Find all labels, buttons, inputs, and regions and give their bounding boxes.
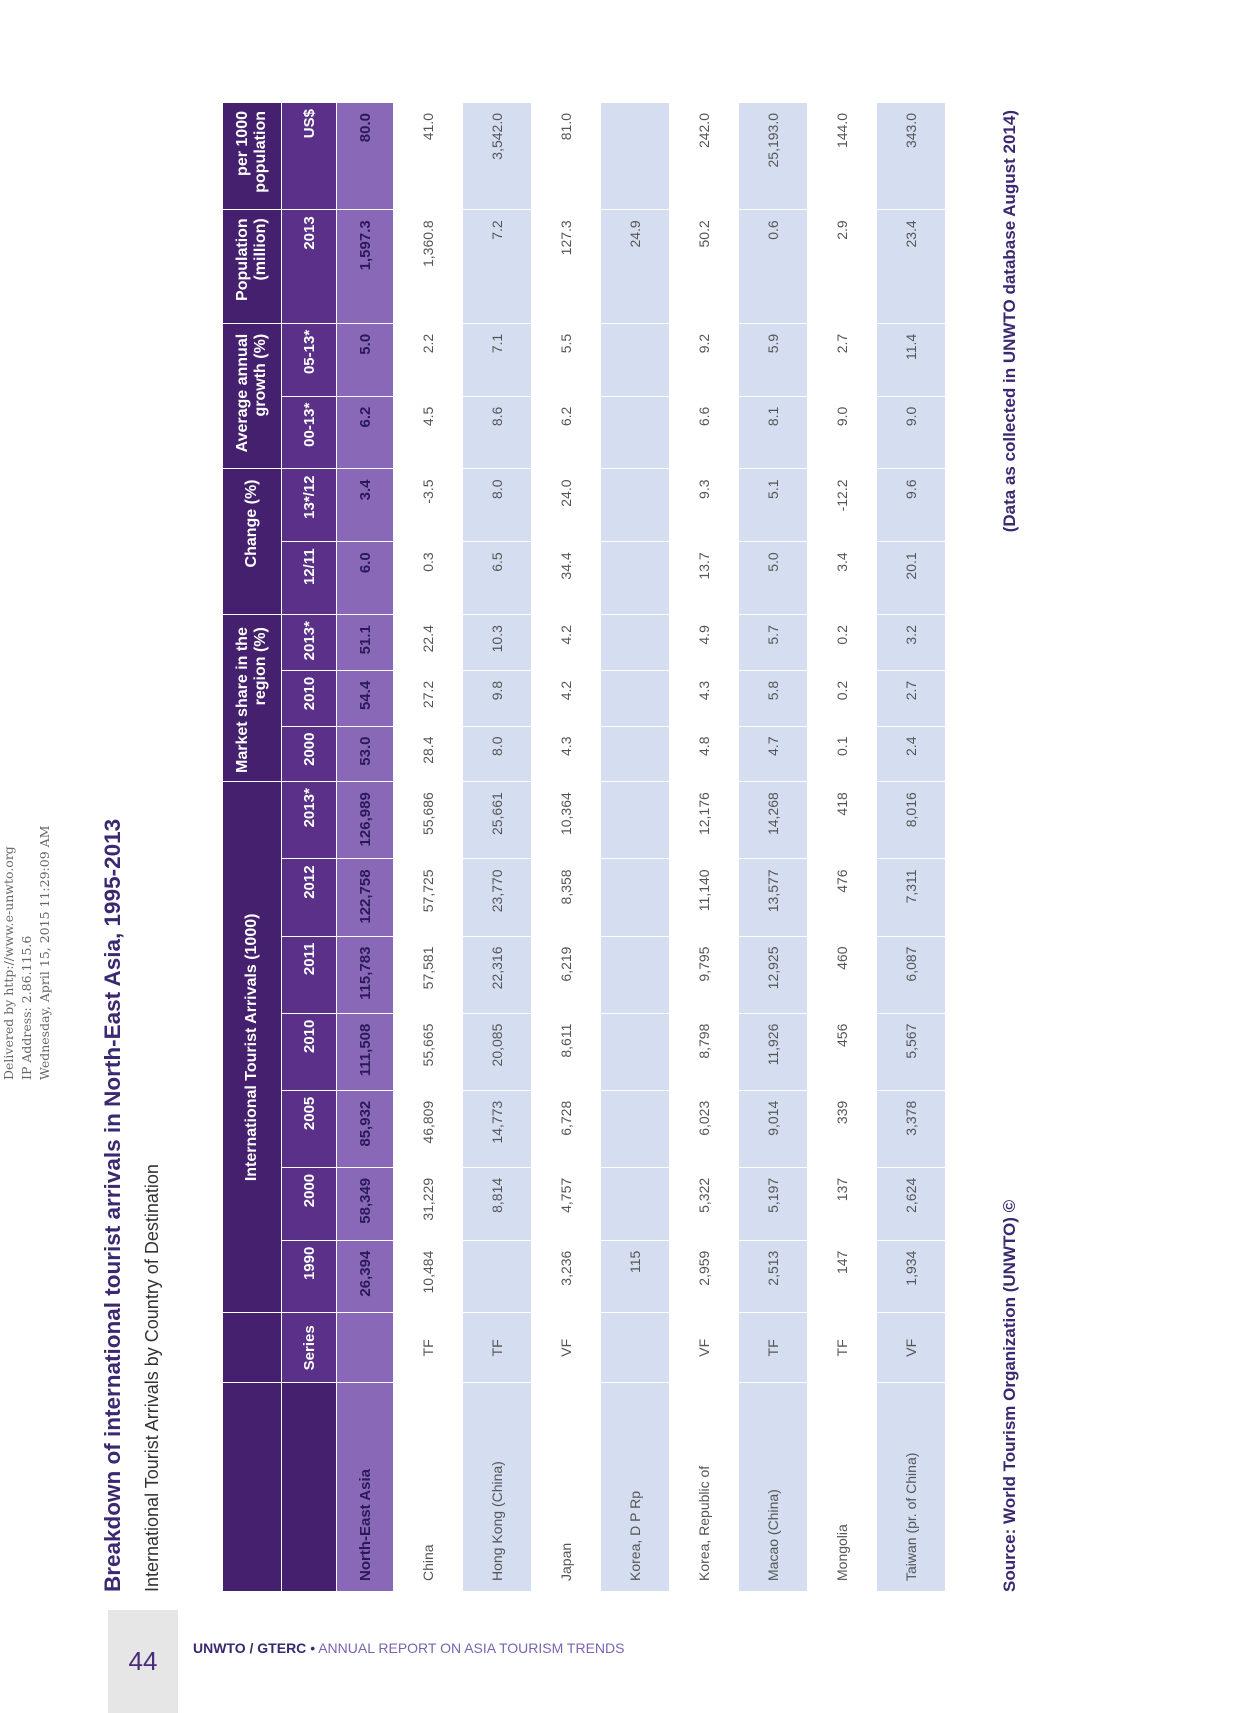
cell-value: 7.1 bbox=[463, 323, 532, 396]
delivery-ip: IP Address: 2.86.115.6 bbox=[19, 935, 34, 1080]
header-year: 2010 bbox=[282, 670, 337, 726]
cell-value: 8,358 bbox=[532, 859, 601, 936]
page-subtitle: International Tourist Arrivals by Country of Destination bbox=[142, 1164, 162, 1592]
cell-value: 4.7 bbox=[739, 726, 808, 782]
cell-value: 41.0 bbox=[394, 103, 463, 210]
cell-value bbox=[463, 1240, 532, 1313]
header-growth: Average annual growth (%) bbox=[223, 323, 282, 469]
header-change: Change (%) bbox=[223, 469, 282, 615]
cell-value: 7,311 bbox=[877, 859, 946, 936]
cell-value: 9,014 bbox=[739, 1090, 808, 1167]
country-name: Taiwan (pr. of China) bbox=[877, 1383, 946, 1592]
cell-value: 27.2 bbox=[394, 670, 463, 726]
cell-value: 4.8 bbox=[670, 726, 739, 782]
header-year: 1990 bbox=[282, 1240, 337, 1313]
cell-value: 137 bbox=[808, 1167, 877, 1240]
cell-value: 4.3 bbox=[670, 670, 739, 726]
cell-value: 5,197 bbox=[739, 1167, 808, 1240]
header-blank bbox=[223, 1383, 282, 1592]
header-year: 2000 bbox=[282, 1167, 337, 1240]
cell-value: 460 bbox=[808, 936, 877, 1013]
cell-value: -12.2 bbox=[808, 469, 877, 542]
cell-value: 5.1 bbox=[739, 469, 808, 542]
header-year: 2013* bbox=[282, 782, 337, 859]
cell-value: 31,229 bbox=[394, 1167, 463, 1240]
cell-value: 20.1 bbox=[877, 542, 946, 615]
region-value: 53.0 bbox=[337, 726, 394, 782]
region-value: 54.4 bbox=[337, 670, 394, 726]
header-arrivals: International Tourist Arrivals (1000) bbox=[223, 782, 282, 1313]
cell-value: 8,798 bbox=[670, 1013, 739, 1090]
cell-value: 10,484 bbox=[394, 1240, 463, 1313]
cell-value: 8.1 bbox=[739, 396, 808, 469]
cell-value: 5.0 bbox=[739, 542, 808, 615]
header-row-groups bbox=[223, 103, 282, 1592]
cell-value: 4.2 bbox=[532, 670, 601, 726]
cell-value bbox=[601, 323, 670, 396]
cell-value: 13.7 bbox=[670, 542, 739, 615]
cell-value bbox=[601, 1167, 670, 1240]
cell-value: 8.0 bbox=[463, 469, 532, 542]
cell-value: 5,567 bbox=[877, 1013, 946, 1090]
series-code: VF bbox=[670, 1313, 739, 1383]
header-year: 2013* bbox=[282, 615, 337, 671]
cell-value: 1,360.8 bbox=[394, 210, 463, 324]
cell-value: 6.2 bbox=[532, 396, 601, 469]
cell-value: 57,725 bbox=[394, 859, 463, 936]
header-year: 12/11 bbox=[282, 542, 337, 615]
cell-value: 5,322 bbox=[670, 1167, 739, 1240]
cell-value: 23.4 bbox=[877, 210, 946, 324]
header-year: 05-13* bbox=[282, 323, 337, 396]
footer-text: ANNUAL REPORT ON ASIA TOURISM TRENDS bbox=[318, 1640, 625, 1656]
cell-value: 0.1 bbox=[808, 726, 877, 782]
cell-value: 9.2 bbox=[670, 323, 739, 396]
cell-value: 0.2 bbox=[808, 615, 877, 671]
region-value: 26,394 bbox=[337, 1240, 394, 1313]
table-row bbox=[739, 103, 808, 1592]
cell-value: 4.2 bbox=[532, 615, 601, 671]
cell-value: 3,542.0 bbox=[463, 103, 532, 210]
cell-value: 242.0 bbox=[670, 103, 739, 210]
cell-value: 12,925 bbox=[739, 936, 808, 1013]
series-code: TF bbox=[808, 1313, 877, 1383]
cell-value: 10.3 bbox=[463, 615, 532, 671]
page-title: Breakdown of international tourist arrivals in North-East Asia, 1995-2013 bbox=[100, 818, 125, 1592]
page-number: 44 bbox=[128, 1646, 158, 1676]
cell-value: 6,219 bbox=[532, 936, 601, 1013]
table-row bbox=[394, 103, 463, 1592]
cell-value: 9.8 bbox=[463, 670, 532, 726]
table-row bbox=[463, 103, 532, 1592]
header-year: 2013 bbox=[282, 210, 337, 324]
header-population: Population (million) bbox=[223, 210, 282, 324]
cell-value: 3,378 bbox=[877, 1090, 946, 1167]
page-number-box bbox=[108, 1610, 178, 1713]
cell-value: -3.5 bbox=[394, 469, 463, 542]
cell-value: 2.2 bbox=[394, 323, 463, 396]
cell-value: 25,661 bbox=[463, 782, 532, 859]
cell-value: 3.4 bbox=[808, 542, 877, 615]
cell-value: 6,023 bbox=[670, 1090, 739, 1167]
cell-value: 13,577 bbox=[739, 859, 808, 936]
region-name: North-East Asia bbox=[337, 1383, 394, 1592]
cell-value bbox=[601, 1013, 670, 1090]
cell-value: 4.9 bbox=[670, 615, 739, 671]
country-name: Hong Kong (China) bbox=[463, 1383, 532, 1592]
series-code: TF bbox=[394, 1313, 463, 1383]
header-year: 2000 bbox=[282, 726, 337, 782]
cell-value bbox=[601, 103, 670, 210]
cell-value: 456 bbox=[808, 1013, 877, 1090]
cell-value bbox=[601, 1090, 670, 1167]
cell-value: 57,581 bbox=[394, 936, 463, 1013]
cell-value: 5.8 bbox=[739, 670, 808, 726]
cell-value: 2.9 bbox=[808, 210, 877, 324]
cell-value: 4.3 bbox=[532, 726, 601, 782]
cell-value: 11,140 bbox=[670, 859, 739, 936]
country-name: China bbox=[394, 1383, 463, 1592]
region-value: 5.0 bbox=[337, 323, 394, 396]
cell-value: 8.6 bbox=[463, 396, 532, 469]
cell-value: 24.9 bbox=[601, 210, 670, 324]
region-value: 58,349 bbox=[337, 1167, 394, 1240]
running-footer bbox=[193, 1640, 624, 1656]
arrivals-table bbox=[222, 102, 946, 1592]
cell-value: 8,814 bbox=[463, 1167, 532, 1240]
series-code: TF bbox=[739, 1313, 808, 1383]
header-year: US$ bbox=[282, 103, 337, 210]
cell-value: 11.4 bbox=[877, 323, 946, 396]
region-value: 111,508 bbox=[337, 1013, 394, 1090]
delivery-url: Delivered by http://www.e-unwto.org bbox=[1, 846, 16, 1080]
cell-value bbox=[601, 396, 670, 469]
region-value: 80.0 bbox=[337, 103, 394, 210]
header-year: 2010 bbox=[282, 1013, 337, 1090]
cell-value: 34.4 bbox=[532, 542, 601, 615]
cell-value: 147 bbox=[808, 1240, 877, 1313]
table-row bbox=[808, 103, 877, 1592]
cell-value: 9.0 bbox=[877, 396, 946, 469]
header-year: 00-13* bbox=[282, 396, 337, 469]
cell-value: 20,085 bbox=[463, 1013, 532, 1090]
header-market-share: Market share in the region (%) bbox=[223, 615, 282, 782]
region-value: 6.2 bbox=[337, 396, 394, 469]
region-value: 85,932 bbox=[337, 1090, 394, 1167]
region-value: 51.1 bbox=[337, 615, 394, 671]
cell-value: 9.3 bbox=[670, 469, 739, 542]
table-row bbox=[670, 103, 739, 1592]
region-value: 115,783 bbox=[337, 936, 394, 1013]
rotated-content bbox=[100, 100, 1200, 1600]
cell-value: 4,757 bbox=[532, 1167, 601, 1240]
header-row-years bbox=[282, 103, 337, 1592]
cell-value: 339 bbox=[808, 1090, 877, 1167]
cell-value: 343.0 bbox=[877, 103, 946, 210]
source-text: Source: World Tourism Organization (UNWTO) © bbox=[1000, 1199, 1019, 1592]
cell-value: 6.6 bbox=[670, 396, 739, 469]
cell-value: 24.0 bbox=[532, 469, 601, 542]
cell-value: 22.4 bbox=[394, 615, 463, 671]
cell-value: 8,016 bbox=[877, 782, 946, 859]
header-year: 2011 bbox=[282, 936, 337, 1013]
series-code bbox=[601, 1313, 670, 1383]
cell-value: 6,087 bbox=[877, 936, 946, 1013]
cell-value: 7.2 bbox=[463, 210, 532, 324]
cell-value bbox=[601, 615, 670, 671]
cell-value: 25,193.0 bbox=[739, 103, 808, 210]
table-body bbox=[394, 103, 946, 1592]
series-code: VF bbox=[532, 1313, 601, 1383]
cell-value bbox=[601, 726, 670, 782]
series-code: VF bbox=[877, 1313, 946, 1383]
table-row bbox=[877, 103, 946, 1592]
header-year: 13*/12 bbox=[282, 469, 337, 542]
series-code: TF bbox=[463, 1313, 532, 1383]
cell-value: 9.6 bbox=[877, 469, 946, 542]
cell-value: 0.2 bbox=[808, 670, 877, 726]
cell-value: 55,686 bbox=[394, 782, 463, 859]
cell-value: 476 bbox=[808, 859, 877, 936]
cell-value: 5.7 bbox=[739, 615, 808, 671]
cell-value: 2.7 bbox=[808, 323, 877, 396]
cell-value: 14,268 bbox=[739, 782, 808, 859]
cell-value: 2.7 bbox=[877, 670, 946, 726]
header-series: Series bbox=[282, 1313, 337, 1383]
cell-value: 2,513 bbox=[739, 1240, 808, 1313]
cell-value: 22,316 bbox=[463, 936, 532, 1013]
cell-value: 81.0 bbox=[532, 103, 601, 210]
region-value: 126,989 bbox=[337, 782, 394, 859]
region-value: 3.4 bbox=[337, 469, 394, 542]
cell-value bbox=[601, 542, 670, 615]
cell-value bbox=[601, 936, 670, 1013]
country-name: Japan bbox=[532, 1383, 601, 1592]
cell-value: 5.5 bbox=[532, 323, 601, 396]
cell-value: 144.0 bbox=[808, 103, 877, 210]
cell-value: 55,665 bbox=[394, 1013, 463, 1090]
region-row bbox=[337, 103, 394, 1592]
country-name: Macao (China) bbox=[739, 1383, 808, 1592]
delivery-date: Wednesday, April 15, 2015 11:29:09 AM bbox=[37, 825, 52, 1080]
country-name: Korea, Republic of bbox=[670, 1383, 739, 1592]
cell-value: 23,770 bbox=[463, 859, 532, 936]
cell-value: 1,934 bbox=[877, 1240, 946, 1313]
cell-value: 46,809 bbox=[394, 1090, 463, 1167]
header-per1000: per 1000 population bbox=[223, 103, 282, 210]
cell-value: 28.4 bbox=[394, 726, 463, 782]
region-value: 6.0 bbox=[337, 542, 394, 615]
cell-value: 2.4 bbox=[877, 726, 946, 782]
header-year: 2012 bbox=[282, 859, 337, 936]
header-blank bbox=[282, 1383, 337, 1592]
cell-value: 0.6 bbox=[739, 210, 808, 324]
cell-value: 8.0 bbox=[463, 726, 532, 782]
cell-value: 418 bbox=[808, 782, 877, 859]
cell-value: 5.9 bbox=[739, 323, 808, 396]
cell-value: 50.2 bbox=[670, 210, 739, 324]
cell-value: 14,773 bbox=[463, 1090, 532, 1167]
cell-value: 9.0 bbox=[808, 396, 877, 469]
cell-value: 3,236 bbox=[532, 1240, 601, 1313]
region-value bbox=[337, 1313, 394, 1383]
footer-brand: UNWTO / GTERC bbox=[193, 1640, 307, 1656]
cell-value: 6,728 bbox=[532, 1090, 601, 1167]
cell-value: 12,176 bbox=[670, 782, 739, 859]
country-name: Korea, D P Rp bbox=[601, 1383, 670, 1592]
region-value: 122,758 bbox=[337, 859, 394, 936]
cell-value: 4.5 bbox=[394, 396, 463, 469]
footer-bullet: • bbox=[310, 1640, 316, 1656]
cell-value bbox=[601, 469, 670, 542]
cell-value: 9,795 bbox=[670, 936, 739, 1013]
cell-value: 8,611 bbox=[532, 1013, 601, 1090]
region-value: 1,597.3 bbox=[337, 210, 394, 324]
cell-value: 127.3 bbox=[532, 210, 601, 324]
cell-value bbox=[601, 782, 670, 859]
header-year: 2005 bbox=[282, 1090, 337, 1167]
cell-value: 6.5 bbox=[463, 542, 532, 615]
country-name: Mongolia bbox=[808, 1383, 877, 1592]
delivery-stamp bbox=[0, 0, 60, 1080]
cell-value: 10,364 bbox=[532, 782, 601, 859]
cell-value: 2,959 bbox=[670, 1240, 739, 1313]
cell-value: 115 bbox=[601, 1240, 670, 1313]
cell-value bbox=[601, 670, 670, 726]
table-row bbox=[532, 103, 601, 1592]
cell-value: 11,926 bbox=[739, 1013, 808, 1090]
cell-value: 0.3 bbox=[394, 542, 463, 615]
table-row bbox=[601, 103, 670, 1592]
cell-value: 2,624 bbox=[877, 1167, 946, 1240]
cell-value bbox=[601, 859, 670, 936]
cell-value: 3.2 bbox=[877, 615, 946, 671]
header-blank bbox=[223, 1313, 282, 1383]
data-note: (Data as collected in UNWTO database August 2014) bbox=[1000, 110, 1019, 533]
